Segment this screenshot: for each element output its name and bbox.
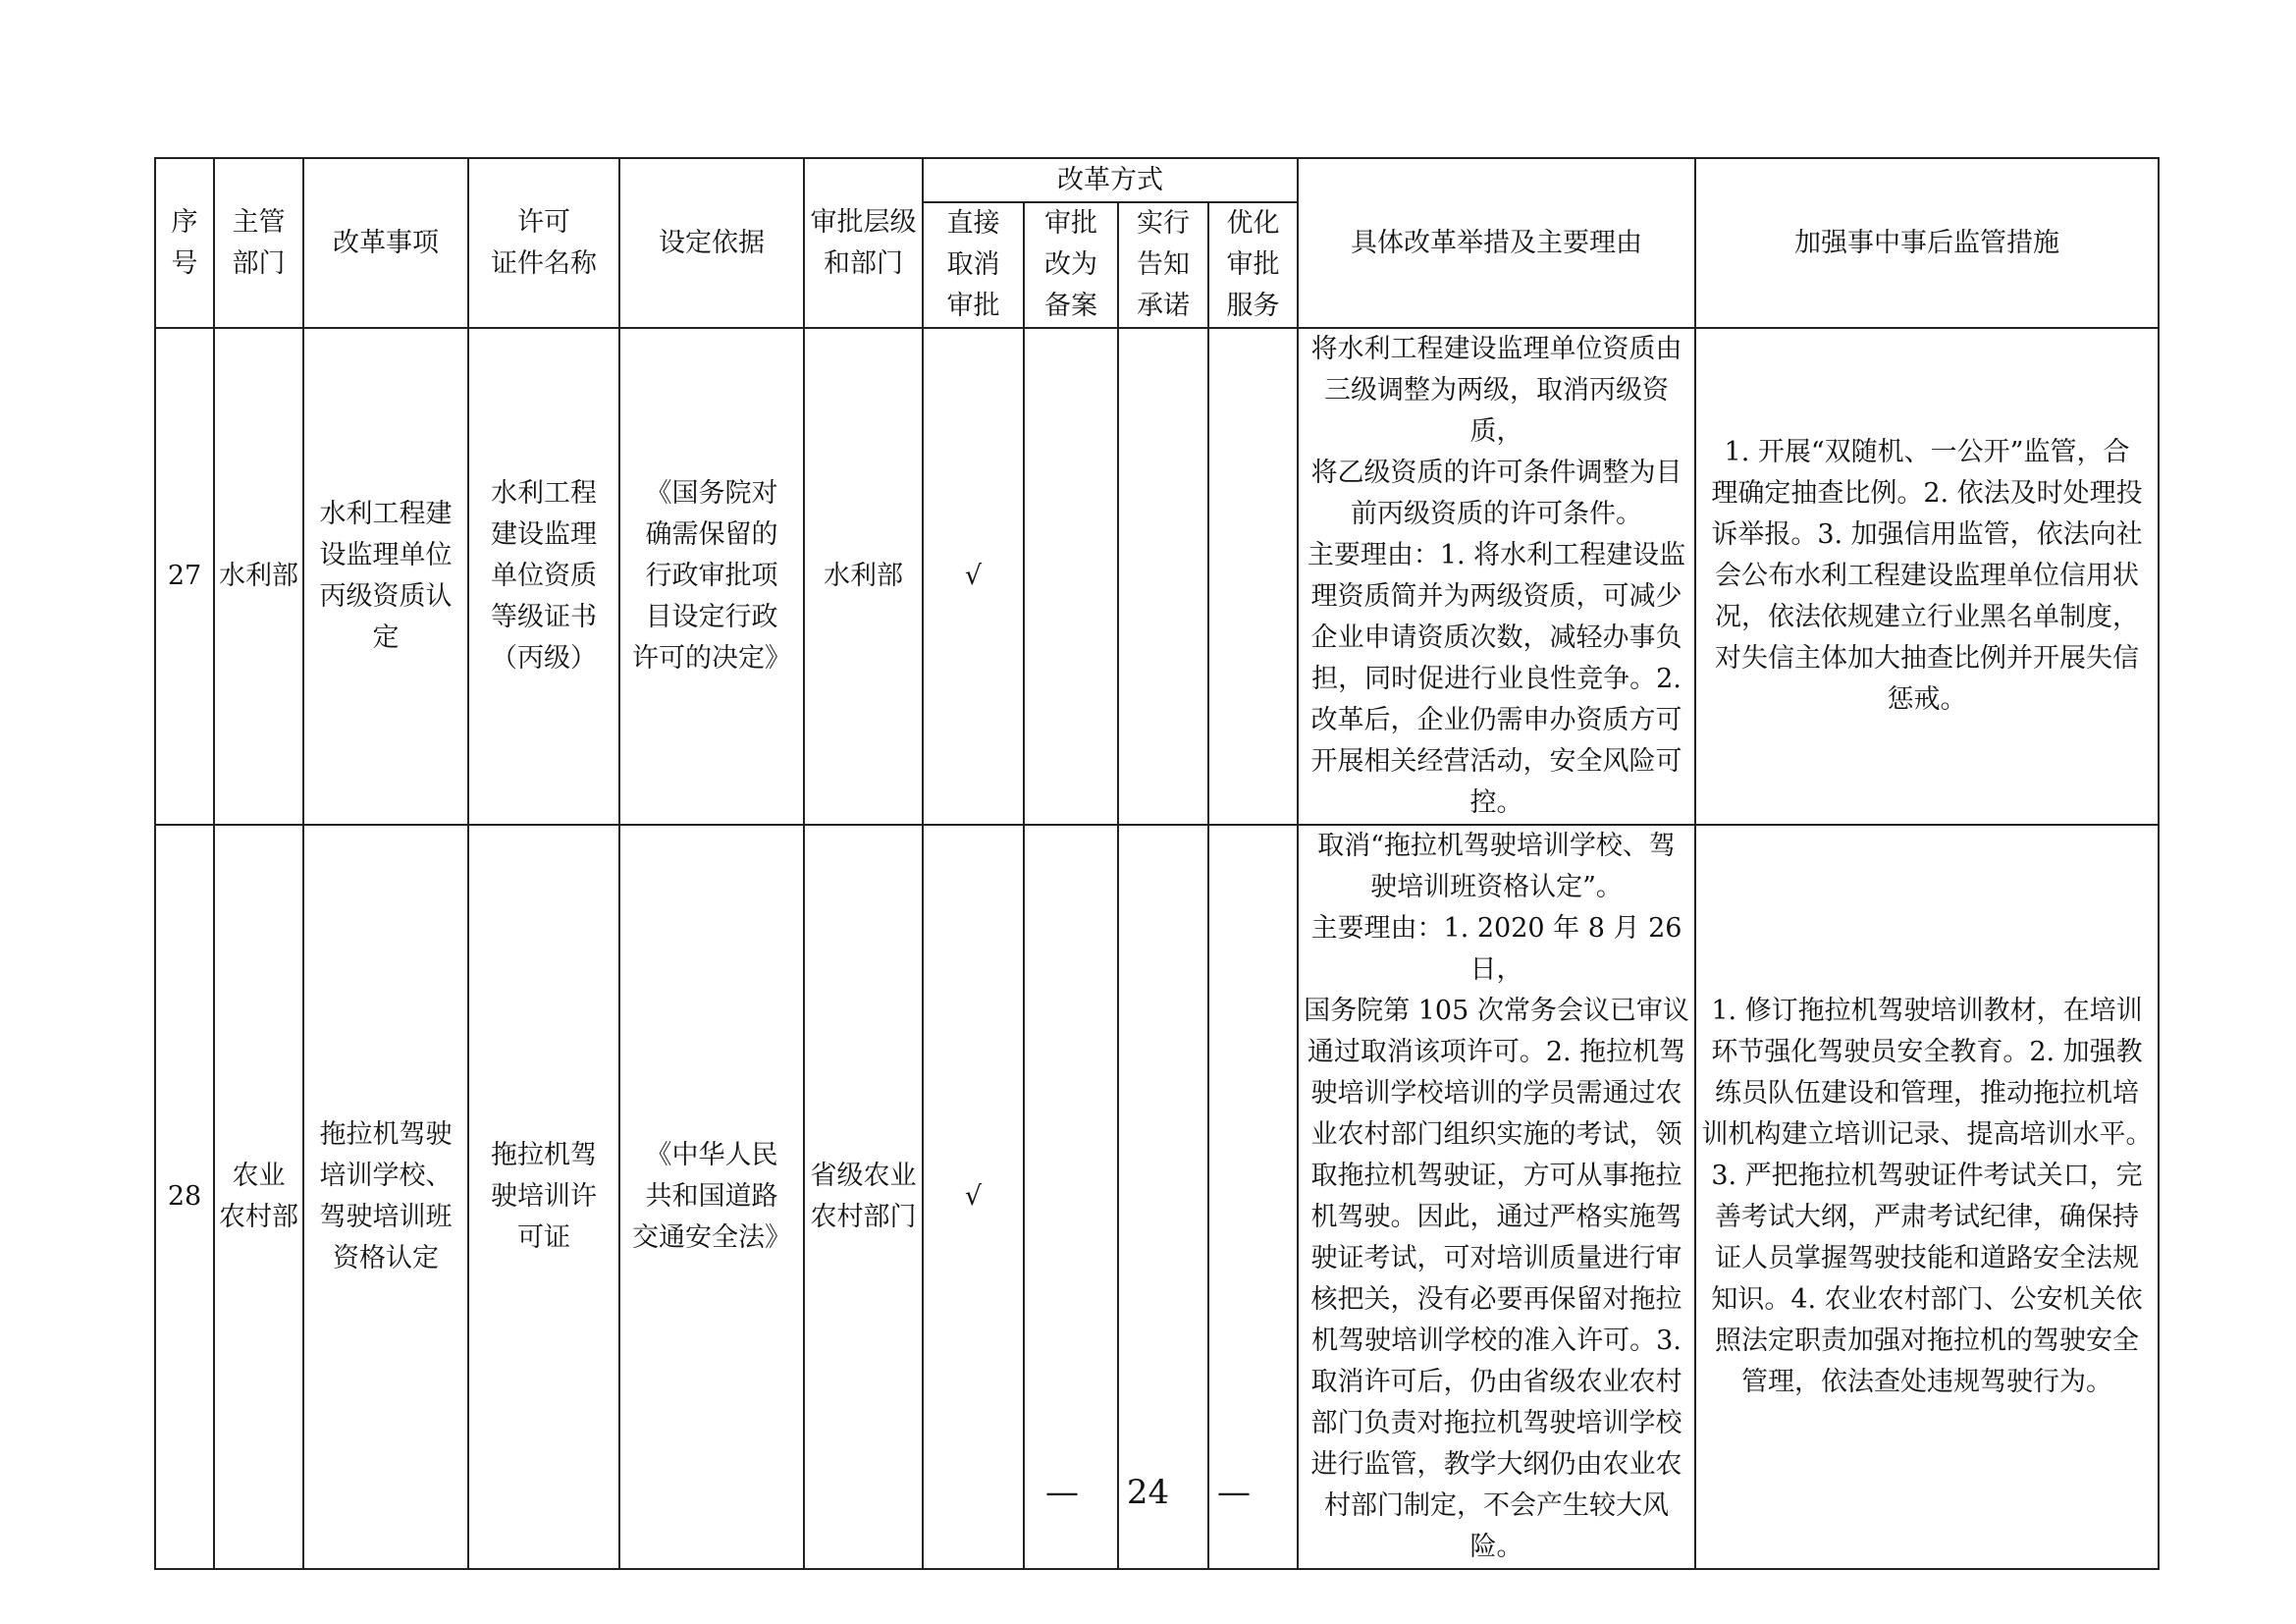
header-method-optimize: 优化 审批 服务 — [1208, 202, 1298, 328]
header-basis: 设定依据 — [619, 158, 804, 328]
footer-dash-right: — — [1216, 1473, 1251, 1512]
row-seq: 27 — [155, 328, 214, 825]
header-dept: 主管 部门 — [214, 158, 303, 328]
row-method-optimize — [1208, 328, 1298, 825]
header-item: 改革事项 — [303, 158, 468, 328]
row-level: 省级农业 农村部门 — [804, 825, 923, 1569]
header-method-filing: 审批 改为 备案 — [1024, 202, 1118, 328]
footer-dash-left: — — [1045, 1473, 1080, 1512]
row-supervision: 1. 修订拖拉机驾驶培训教材，在培训 环节强化驾驶员安全教育。2. 加强教 练员队伍建设和管理，推动拖拉机培 训机构建立培训记录、提高培训水平。 3. 严把拖拉机驾驶证件考试关口，完 善考试大纲，严肃考试纪律，确保持 证人员掌握驾驶技能和道路安全法规 知识。4. 农业农村部门、公安机关依 照法定职责加强对拖拉机的驾驶安全 管理，依法查处违规驾驶行为。 — [1695, 825, 2159, 1569]
row-method-cancel: √ — [923, 328, 1024, 825]
row-basis: 《国务院对 确需保留的 行政审批项 目设定行政 许可的决定》 — [619, 328, 804, 825]
row-method-optimize — [1208, 825, 1298, 1569]
header-measures: 具体改革举措及主要理由 — [1298, 158, 1695, 328]
header-supervision: 加强事中事后监管措施 — [1695, 158, 2159, 328]
row-basis: 《中华人民 共和国道路 交通安全法》 — [619, 825, 804, 1569]
row-measures: 将水利工程建设监理单位资质由 三级调整为两级，取消丙级资质， 将乙级资质的许可条件调整为目 前丙级资质的许可条件。 主要理由：1. 将水利工程建设监 理资质简并为两级资质，可减少 企业申请资质次数，减轻办事负 担，同时促进行业良性竞争。2. 改革后，企业仍需申办资质方可 开展相关经营活动，安全风险可 控。 — [1298, 328, 1695, 825]
header-method-commitment: 实行 告知 承诺 — [1118, 202, 1208, 328]
row-supervision: 1. 开展“双随机、一公开”监管，合 理确定抽查比例。2. 依法及时处理投 诉举报。3. 加强信用监管，依法向社 会公布水利工程建设监理单位信用状 况，依法依规建立行业黑名单制度， 对失信主体加大抽查比例并开展失信 惩戒。 — [1695, 328, 2159, 825]
row-method-commitment — [1118, 825, 1208, 1569]
row-method-filing — [1024, 825, 1118, 1569]
row-method-cancel: √ — [923, 825, 1024, 1569]
header-seq: 序 号 — [155, 158, 214, 328]
page-footer — [0, 1473, 2296, 1512]
row-cert: 水利工程 建设监理 单位资质 等级证书 （丙级） — [468, 328, 619, 825]
row-dept: 水利部 — [214, 328, 303, 825]
header-method-cancel: 直接 取消 审批 — [923, 202, 1024, 328]
row-level: 水利部 — [804, 328, 923, 825]
table-row — [155, 328, 2159, 825]
row-seq: 28 — [155, 825, 214, 1569]
header-level: 审批层级 和部门 — [804, 158, 923, 328]
header-method-group: 改革方式 — [923, 158, 1298, 202]
reform-table — [154, 157, 2160, 1570]
row-method-commitment — [1118, 328, 1208, 825]
row-item: 水利工程建 设监理单位 丙级资质认 定 — [303, 328, 468, 825]
header-cert: 许可 证件名称 — [468, 158, 619, 328]
row-dept: 农业 农村部 — [214, 825, 303, 1569]
row-method-filing — [1024, 328, 1118, 825]
row-item: 拖拉机驾驶 培训学校、 驾驶培训班 资格认定 — [303, 825, 468, 1569]
page-number: 24 — [1126, 1473, 1170, 1512]
table-row — [155, 825, 2159, 1569]
row-cert: 拖拉机驾 驶培训许 可证 — [468, 825, 619, 1569]
row-measures: 取消“拖拉机驾驶培训学校、驾 驶培训班资格认定”。 主要理由：1. 2020 年 8 月 26 日， 国务院第 105 次常务会议已审议 通过取消该项许可。2. 拖拉机驾 驶培训学校培训的学员需通过农 业农村部门组织实施的考试，领 取拖拉机驾驶证，方可从事拖拉 机驾驶。因此，通过严格实施驾 驶证考试，可对培训质量进行审 核把关，没有必要再保留对拖拉 机驾驶培训学校的准入许可。3. 取消许可后，仍由省级农业农村 部门负责对拖拉机驾驶培训学校 进行监管，教学大纲仍由农业农 村部门制定，不会产生较大风险。 — [1298, 825, 1695, 1569]
